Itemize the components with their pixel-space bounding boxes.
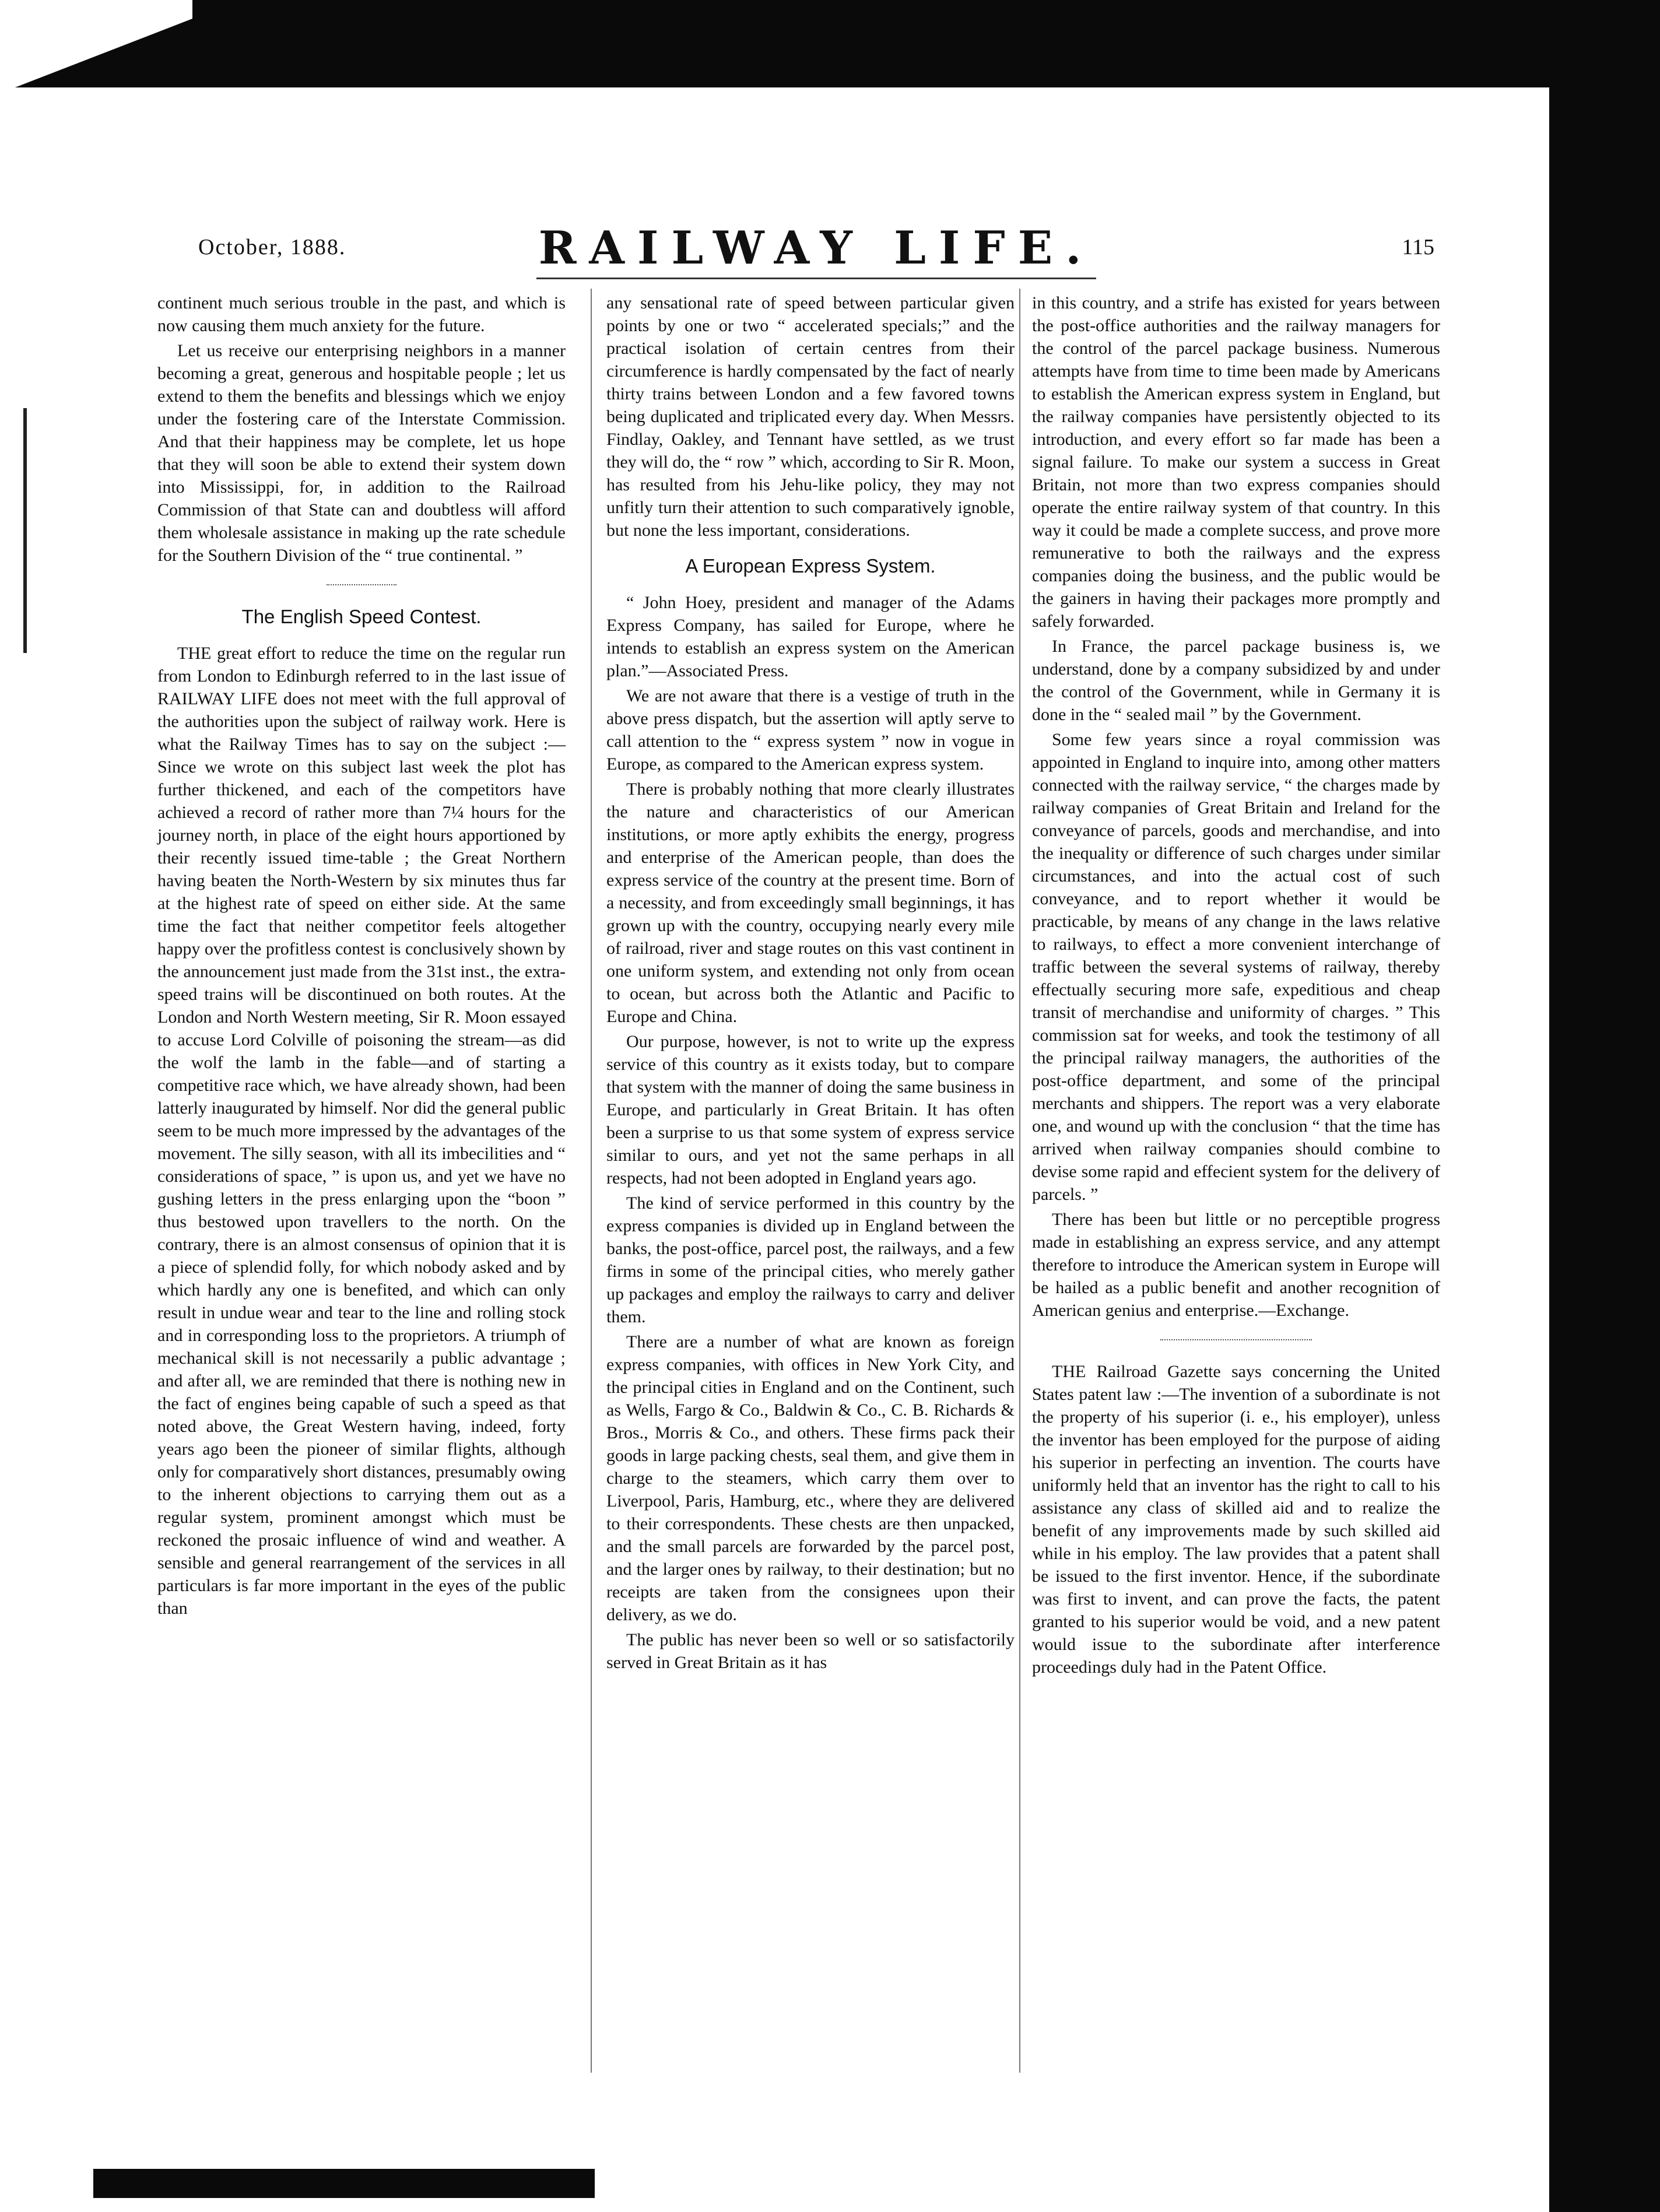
scan-border-right bbox=[1549, 0, 1660, 2212]
article-paragraph: There has been but little or no perceptible progress made in establishing an express service, and any attempt therefore to introduce the American system in Europe will be hailed as a public benefit and another recognition of American genius and enterprise.—Exchange. bbox=[1032, 1210, 1440, 1320]
article-paragraph: THE Railroad Gazette says concerning the United States patent law :—The invention of a subordinate is not the property of his superior (i. e., his employer), unless the inventor has been employed for the purpose of aiding his superior in perfecting an invention. The courts have uniformly held that an inventor has the right to call to his assistance any class of skilled aid and to realize the benefit of any improvements made by such skilled aid while in his employ. The law provides that a patent shall be issued to the first inventor. Hence, if the subordinate was first to invent, and can prove the facts, the patent granted to his superior would be void, and a new patent would issue to the subordinate after interference proceedings duly had in the Patent Office. bbox=[1032, 1362, 1440, 1677]
text-column-2 bbox=[606, 292, 1015, 1676]
article-paragraph: There is probably nothing that more clearly illustrates the nature and characteristics of our American institutions, or more aptly exhibits the energy, progress and enterprise of the American people, than does the express service of the country at the present time. Born of a necessity, and from exceedingly small beginnings, it has grown up with the country, occupying nearly every mile of railroad, river and stage routes on this vast continent in one uniform system, and extending not only from ocean to ocean, but across both the Atlantic and Pacific to Europe and China. bbox=[606, 780, 1015, 1026]
column-divider bbox=[591, 289, 592, 2073]
article-paragraph: in this country, and a strife has existed for years between the post-office authorities and the railway managers for the control of the parcel package business. Numerous attempts have from time to time been made by Americans to establish the American express system in England, but the railway companies have persistently objected to its introduction, and every effort so far made has been a signal failure. To make our system a success in Great Britain, not more than two express companies should operate the entire railway system of that country. In this way it could be made a complete success, and prove more remunerative to both the railways and the express companies doing the business, and the public would be the gainers in having their packages more promptly and safely forwarded. bbox=[1032, 293, 1440, 631]
header-rule bbox=[536, 278, 1096, 279]
article-paragraph: THE great effort to reduce the time on the regular run from London to Edinburgh referred to in the last issue of RAILWAY LIFE does not meet with the full approval of the authorities upon the subject of railway work. Here is what the Railway Times has to say on the subject :—Since we wrote on this subject last week the plot has further thickened, and each of the competitors have achieved a record of rather more than 7¼ hours for the journey north, in place of the eight hours apportioned by their recently issued time-table ; the Great Northern having beaten the North-Western by six minutes thus far at the highest rate of speed on either side. At the same time the fact that neither competitor feels altogether happy over the profitless contest is conclusively shown by the announcement just made from the 31st inst., the extra-speed trains will be discontinued on both routes. At the London and North Western meeting, Sir R. Moon essayed to accuse Lord Colville of poisoning the stream—as did the wolf the lamb in the fable—and of starting a competitive race which, we have already shown, had been latterly inaugurated by himself. Nor did the general public seem to be much more impressed by the advantages of the movement. The silly season, with all its imbecilities and “ considerations of space, ” is upon us, and yet we have no gushing letters in the press enlarging upon the “boon ” thus bestowed upon travellers to the north. On the contrary, there is an almost consensus of opinion that it is a piece of splendid folly, for which nobody asked and by which hardly any one is benefited, and which can only result in undue wear and tear to the line and rolling stock and in corresponding loss to the proprietors. A triumph of mechanical skill is not necessarily a public advantage ; and after all, we are reminded that there is nothing new in the fact of engines being capable of such a speed as that noted above, the Great Western having, indeed, forty years ago been the pioneer of similar flights, although only for comparatively short distances, presumably owing to the inherent objections to carrying them out as a regular system, prominent amongst which must be reckoned the prosaic influence of wind and weather. A sensible and general rearrangement of the services in all particulars is far more important in the eyes of the public than bbox=[157, 644, 566, 1618]
article-paragraph: any sensational rate of speed between particular given points by one or two “ accelerated specials;” and the practical isolation of certain centres from their circumference is hardly compensated by the fact of nearly thirty trains between London and a few favored towns being duplicated and triplicated every day. When Messrs. Findlay, Oakley, and Tennant have settled, as we trust they will do, the “ row ” which, according to Sir R. Moon, has resulted from his Jehu-like policy, they may not unfitly turn their attention to such comparatively ignoble, but none the less important, considerations. bbox=[606, 293, 1015, 540]
article-paragraph: “ John Hoey, president and manager of the Adams Express Company, has sailed for Europe, where he intends to establish an express system on the American plan.”—Associated Press. bbox=[606, 593, 1015, 680]
page-number: 115 bbox=[1402, 235, 1434, 259]
issue-date: October, 1888. bbox=[198, 235, 346, 259]
scan-border-top bbox=[0, 0, 1660, 87]
article-paragraph: We are not aware that there is a vestige of truth in the above press dispatch, but the assertion will aptly serve to call attention to the “ express system ” now in vogue in Europe, as compared to the American express system. bbox=[606, 686, 1015, 774]
section-separator bbox=[327, 584, 396, 585]
article-paragraph: continent much serious trouble in the past, and which is now causing them much anxiety for the future. bbox=[157, 293, 566, 335]
article-paragraph: Let us receive our enterprising neighbors in a manner becoming a great, generous and hospitable people ; let us extend to them the benefits and blessings which we enjoy under the fostering care of the Interstate Commission. And that their happiness may be complete, let us hope that they will soon be able to extend their system down into Mississippi, for, in addition to the Railroad Commission of that State can and doubtless will afford them wholesale assistance in making up the rate schedule for the Southern Division of the “ true continental. ” bbox=[157, 341, 566, 565]
article-paragraph: In France, the parcel package business is, we understand, done by a company subsidized by and under the control of the Government, while in Germany it is done in the “ sealed mail ” by the Government. bbox=[1032, 637, 1440, 724]
column-divider bbox=[1019, 289, 1020, 2073]
article-paragraph: There are a number of what are known as foreign express companies, with offices in New York City, and the principal cities in England and on the Continent, such as Wells, Fargo & Co., Baldwin & Co., C. B. Richards & Bros., Morris & Co., and others. These firms pack their goods in large packing chests, seal them, and give them in charge to the steamers, which carry them over to Liverpool, Paris, Hamburg, etc., where they are delivered to their correspondents. These chests are then unpacked, and the small parcels are forwarded by the parcel post, and the larger ones by railway, to their destination; but no receipts are taken from the consignees upon their delivery, as we do. bbox=[606, 1332, 1015, 1624]
section-separator bbox=[1160, 1339, 1312, 1340]
text-column-1 bbox=[157, 292, 566, 1622]
article-paragraph: The public has never been so well or so satisfactorily served in Great Britain as it has bbox=[606, 1630, 1015, 1672]
margin-mark bbox=[23, 408, 27, 653]
article-headline: The English Speed Contest. bbox=[241, 606, 482, 627]
scan-border-bottom bbox=[93, 2169, 595, 2198]
masthead-title: RAILWAY LIFE. bbox=[538, 222, 1094, 275]
article-headline: A European Express System. bbox=[685, 555, 936, 577]
article-paragraph: Our purpose, however, is not to write up the express service of this country as it exists today, but to compare that system with the manner of doing the same business in Europe, and particularly in Great Britain. It has often been a surprise to us that some system of express service similar to ours, and yet not the same perhaps in all respects, had not been adopted in England years ago. bbox=[606, 1032, 1015, 1188]
text-column-3 bbox=[1032, 292, 1440, 1681]
article-paragraph: The kind of service performed in this country by the express companies is divided up in England between the banks, the post-office, parcel post, the railways, and a few firms in some of the principal cities, who merely gather up packages and employ the railways to carry and deliver them. bbox=[606, 1193, 1015, 1326]
page-header bbox=[198, 222, 1434, 286]
article-paragraph: Some few years since a royal commission was appointed in England to inquire into, among other matters connected with the railway service, “ the charges made by railway companies of Great Britain and Ireland for the conveyance of parcels, goods and merchandise, and into the inequality or difference of such charges under similar circumstances, and into the actual cost of such conveyance, and to report whether it would be practicable, by means of any change in the laws relative to railways, to effect a more convenient interchange of traffic between the several systems of railway, thereby effectually securing more safe, expeditious and cheap transit of merchandise and uniformity of charges. ” This commission sat for weeks, and took the testimony of all the principal railway managers, the authorities of the post-office department, and some of the principal merchants and shippers. The report was a very elaborate one, and wound up with the conclusion “ that the time has arrived when railway companies should combine to devise some rapid and effecient system for the delivery of parcels. ” bbox=[1032, 730, 1440, 1204]
